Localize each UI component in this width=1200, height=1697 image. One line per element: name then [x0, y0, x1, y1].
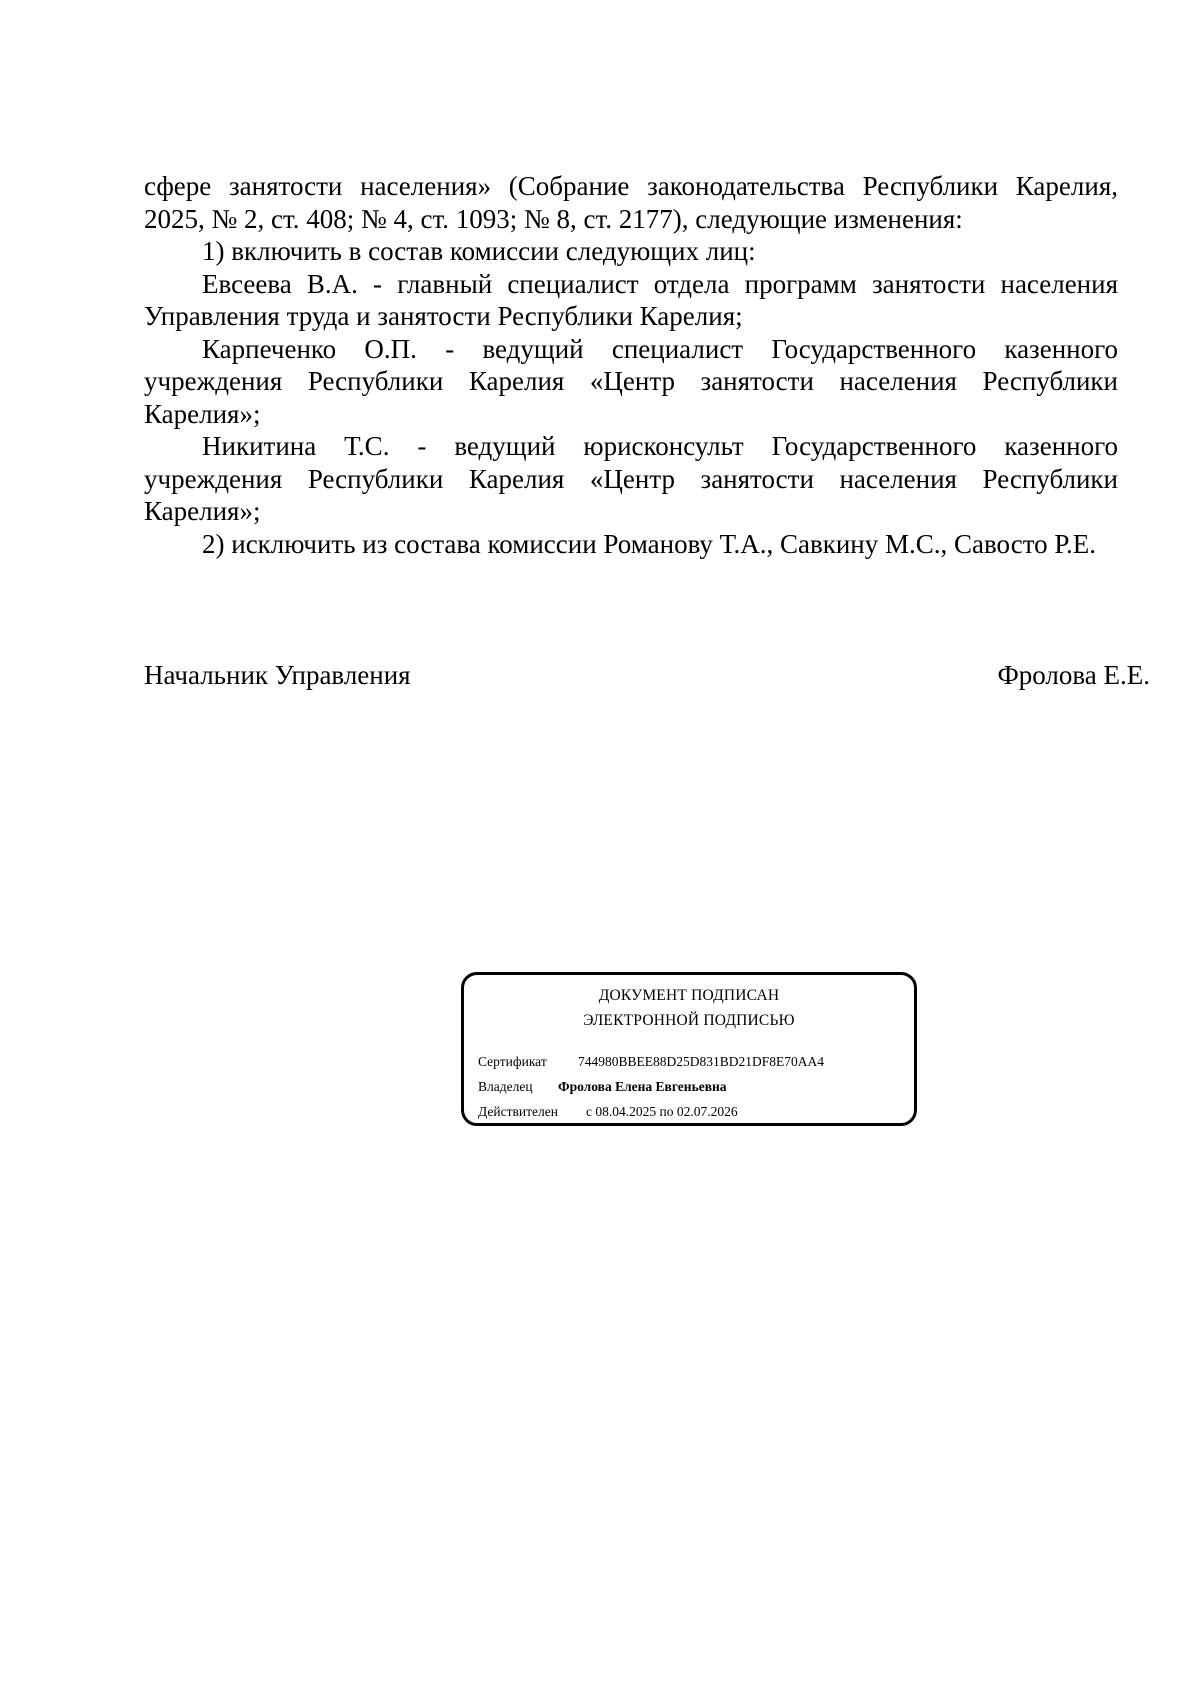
paragraph-exclude: 2) исключить из состава комиссии Романову Т.А., Савкину М.С., Савосто Р.Е. [202, 528, 1097, 559]
signature-block [144, 659, 1150, 692]
stamp-certificate-row [478, 1053, 824, 1071]
stamp-validity-row [478, 1103, 738, 1121]
certificate-label: Сертификат [478, 1054, 547, 1069]
certificate-value: 744980BBEE88D25D831BD21DF8E70AA4 [578, 1054, 825, 1069]
paragraph-member-evseeva: Евсеева В.А. - главный специалист отдела программ занятости населения Управления труда и занятости Республики Карелия; [144, 268, 1118, 331]
validity-value: с 08.04.2025 по 02.07.2026 [586, 1104, 738, 1119]
stamp-title [464, 983, 914, 1033]
owner-value: Фролова Елена Евгеньевна [558, 1079, 727, 1094]
stamp-title-line-2: ЭЛЕКТРОННОЙ ПОДПИСЬЮ [583, 1012, 795, 1029]
signatory-name: Фролова Е.Е. [997, 660, 1150, 690]
stamp-owner-row [478, 1078, 727, 1096]
owner-label: Владелец [478, 1079, 533, 1094]
document-body [144, 170, 1118, 560]
paragraph-member-nikitina: Никитина Т.С. - ведущий юрисконсульт Государственного казенного учреждения Республики Карелия «Центр занятости населения Республики Карелия»; [144, 431, 1118, 526]
stamp-title-line-1: ДОКУМЕНТ ПОДПИСАН [598, 987, 780, 1004]
paragraph-include-heading: 1) включить в состав комиссии следующих лиц: [202, 236, 756, 266]
signatory-position: Начальник Управления [144, 660, 411, 690]
paragraph-member-karpechenko: Карпеченко О.П. - ведущий специалист Государственного казенного учреждения Республики Карелия «Центр занятости населения Республики Карелия»; [144, 333, 1118, 429]
validity-label: Действителен [478, 1104, 558, 1119]
paragraph-intro: сфере занятости населения» (Собрание законодательства Республики Карелия, 2025, № 2, ст. 408; № 4, ст. 1093; № 8, ст. 2177), следующие изменения: [144, 171, 1118, 234]
electronic-signature-stamp [461, 972, 917, 1126]
